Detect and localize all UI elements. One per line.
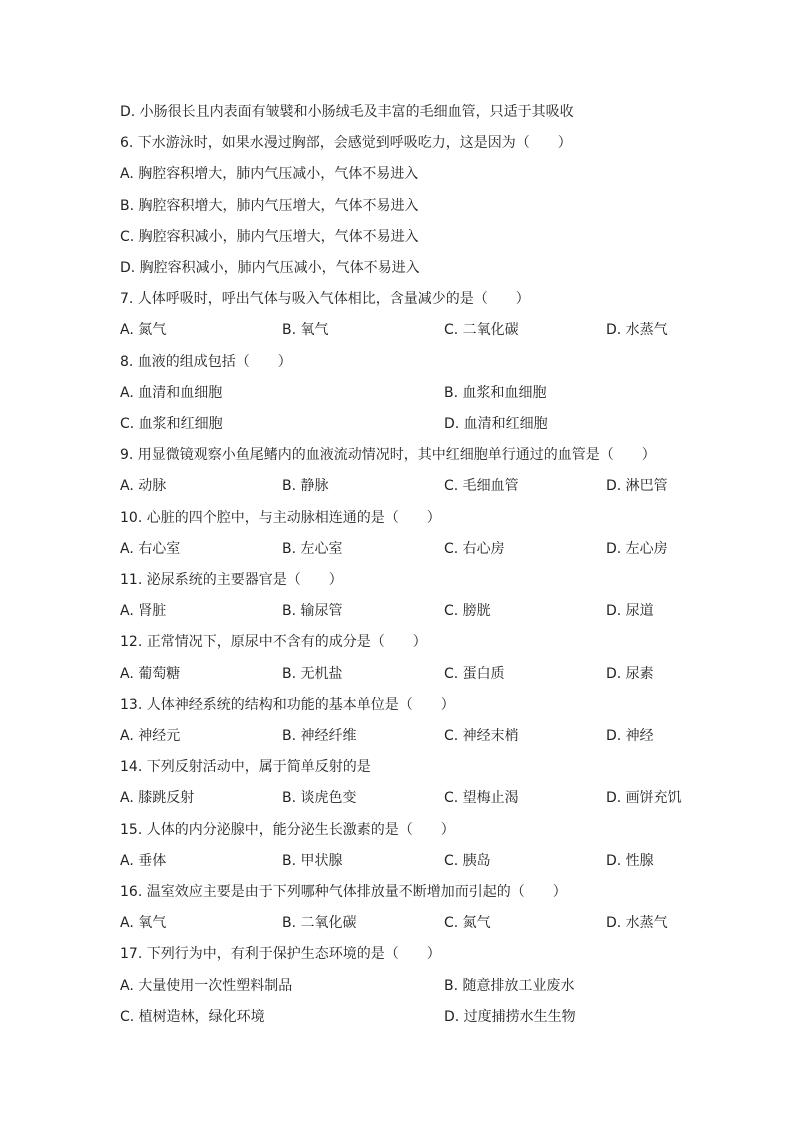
- option-item: C. 神经末梢: [444, 728, 519, 744]
- option-row: [120, 412, 720, 436]
- option-item: B. 谈虎色变: [282, 790, 357, 807]
- text-line: D. 胸腔容积减小，肺内气压减小，气体不易进入: [120, 260, 420, 276]
- option-item: A. 神经元: [120, 728, 181, 744]
- option-row: [120, 724, 720, 748]
- option-item: C. 植树造林，绿化环境: [120, 1008, 265, 1025]
- option-item: B. 随意排放工业废水: [444, 977, 575, 994]
- option-item: B. 输尿管: [282, 603, 343, 620]
- option-item: A. 葡萄糖: [120, 665, 181, 682]
- option-item: A. 肾脏: [120, 603, 167, 620]
- text-line: 6. 下水游泳时，如果水漫过胸部，会感觉到呼吸吃力，这是因为（ ）: [120, 135, 572, 152]
- option-item: B. 二氧化碳: [282, 915, 357, 932]
- option-item: D. 尿道: [606, 603, 654, 620]
- option-item: C. 右心房: [444, 540, 505, 557]
- option-row: [120, 1005, 720, 1029]
- text-line: 9. 用显微镜观察小鱼尾鳍内的血液流动情况时，其中红细胞单行通过的血管是（ ）: [120, 447, 656, 464]
- option-item: B. 氧气: [282, 322, 329, 339]
- option-item: D. 左心房: [606, 540, 668, 557]
- option-item: C. 胰岛: [444, 852, 491, 869]
- option-row: [120, 381, 720, 405]
- option-item: A. 血清和血细胞: [120, 384, 223, 401]
- option-item: B. 血浆和血细胞: [444, 384, 547, 401]
- option-row: [120, 786, 720, 810]
- option-row: [120, 662, 720, 686]
- option-item: D. 性腺: [606, 852, 654, 869]
- option-item: D. 画饼充饥: [606, 790, 682, 807]
- option-item: C. 蛋白质: [444, 665, 505, 682]
- text-line: 7. 人体呼吸时，呼出气体与吸入气体相比，含量减少的是（ ）: [120, 291, 530, 308]
- option-item: D. 水蒸气: [606, 322, 668, 339]
- option-item: C. 膀胱: [444, 603, 491, 620]
- text-line: 15. 人体的内分泌腺中，能分泌生长激素的是（ ）: [120, 821, 455, 838]
- option-item: C. 血浆和红细胞: [120, 416, 223, 432]
- option-item: A. 右心室: [120, 540, 181, 557]
- text-line: C. 胸腔容积减小，肺内气压增大，气体不易进入: [120, 228, 419, 245]
- option-item: A. 大量使用一次性塑料制品: [120, 977, 293, 994]
- text-line: B. 胸腔容积增大，肺内气压增大，气体不易进入: [120, 197, 419, 214]
- option-item: D. 尿素: [606, 665, 654, 682]
- option-item: A. 氧气: [120, 915, 167, 932]
- text-line: 16. 温室效应主要是由于下列哪种气体排放量不断增加而引起的（ ）: [120, 884, 567, 900]
- text-line: 13. 人体神经系统的结构和功能的基本单位是（ ）: [120, 696, 455, 713]
- option-row: [120, 911, 720, 935]
- option-item: C. 二氧化碳: [444, 322, 519, 339]
- text-line: 12. 正常情况下，原尿中不含有的成分是（ ）: [120, 634, 427, 651]
- option-item: A. 动脉: [120, 478, 167, 495]
- option-item: B. 无机盐: [282, 665, 343, 682]
- text-line: A. 胸腔容积增大，肺内气压减小，气体不易进入: [120, 166, 419, 183]
- option-item: A. 膝跳反射: [120, 790, 195, 807]
- option-item: B. 神经纤维: [282, 728, 357, 744]
- text-line: 14. 下列反射活动中，属于简单反射的是: [120, 759, 371, 776]
- option-row: [120, 599, 720, 623]
- option-item: C. 毛细血管: [444, 478, 519, 495]
- option-item: B. 静脉: [282, 478, 329, 495]
- option-item: C. 望梅止渴: [444, 790, 519, 807]
- option-item: D. 水蒸气: [606, 915, 668, 932]
- option-item: D. 过度捕捞水生生物: [444, 1008, 576, 1025]
- text-line: 11. 泌尿系统的主要器官是（ ）: [120, 572, 343, 588]
- text-line: 10. 心脏的四个腔中，与主动脉相连通的是（ ）: [120, 509, 441, 526]
- option-row: [120, 318, 720, 342]
- option-row: [120, 849, 720, 873]
- option-row: [120, 974, 720, 998]
- option-row: [120, 537, 720, 561]
- text-line: D. 小肠很长且内表面有皱襞和小肠绒毛及丰富的毛细血管，只适于其吸收: [120, 104, 574, 120]
- option-item: B. 左心室: [282, 540, 343, 557]
- option-item: A. 氮气: [120, 322, 167, 339]
- option-item: D. 淋巴管: [606, 478, 668, 495]
- option-item: A. 垂体: [120, 852, 167, 869]
- text-line: 17. 下列行为中，有利于保护生态环境的是（ ）: [120, 946, 441, 963]
- option-item: B. 甲状腺: [282, 852, 343, 869]
- text-line: 8. 血液的组成包括（ ）: [120, 353, 292, 370]
- option-row: [120, 474, 720, 498]
- option-item: C. 氮气: [444, 915, 491, 932]
- option-item: D. 神经: [606, 728, 654, 744]
- option-item: D. 血清和红细胞: [444, 416, 548, 432]
